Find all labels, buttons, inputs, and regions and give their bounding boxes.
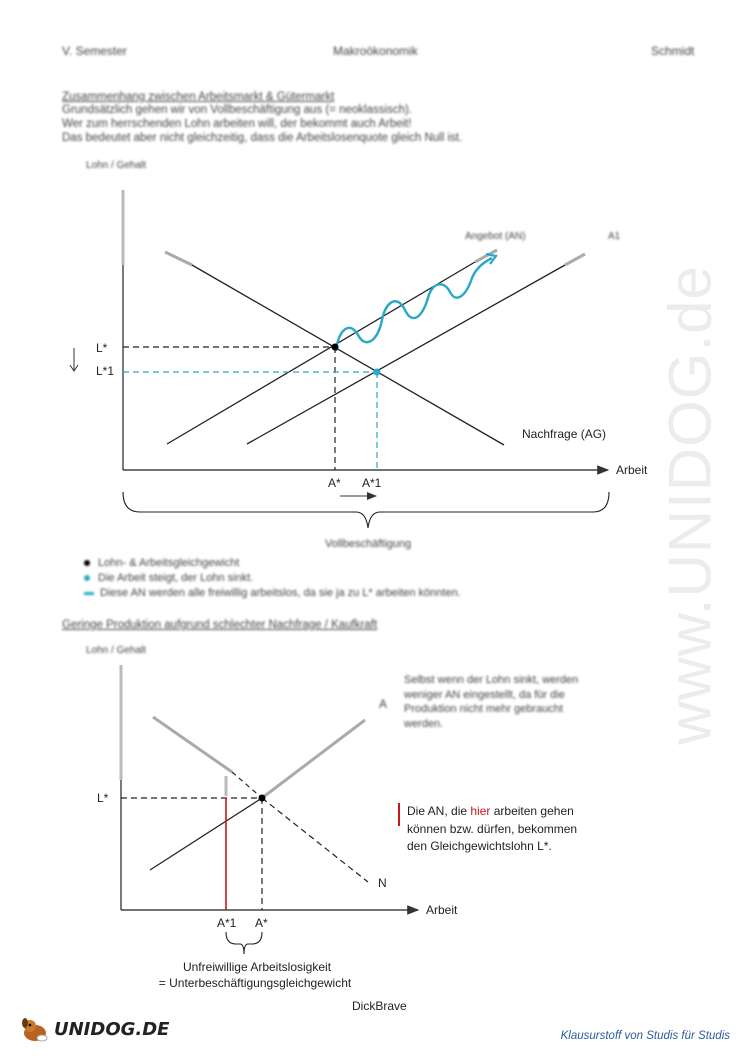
header-subject: Makroökonomik bbox=[333, 44, 418, 58]
dog-icon bbox=[20, 1015, 50, 1043]
graph1-equilibrium-point bbox=[332, 344, 339, 351]
footer-tagline: Klausurstoff von Studis für Studis bbox=[560, 1030, 730, 1042]
graph1-A-star: A* bbox=[328, 476, 341, 490]
graph1-supply-curve bbox=[167, 262, 475, 444]
graph1-ylabel: Lohn / Gehalt bbox=[86, 160, 147, 171]
graph1-demand-label: Nachfrage (AG) bbox=[522, 427, 607, 441]
graph1-demand-curve bbox=[192, 265, 504, 445]
header-author: Schmidt bbox=[651, 44, 695, 58]
graph1-L-star: L* bbox=[96, 341, 108, 355]
graph1-supply2-blur bbox=[565, 254, 585, 265]
graph2-red-note: Die AN, die hier arbeiten gehen können bzw. dürfen, bekommen den Gleichgewichtslohn L*. bbox=[407, 804, 578, 853]
graph1-xlabel: Arbeit bbox=[616, 463, 648, 477]
graph2-L-star: L* bbox=[97, 791, 109, 805]
graph1-brace bbox=[123, 492, 609, 528]
graph2-supply-blur bbox=[262, 720, 365, 798]
section2-title: Geringe Produktion aufgrund schlechter Nachfrage / Kaufkraft bbox=[62, 619, 378, 631]
author-name: DickBrave bbox=[352, 999, 407, 1013]
section1-line-3: Das bedeutet aber nicht gleichzeitig, dass die Arbeitslosenquote gleich Null ist. bbox=[62, 132, 463, 144]
graph2-demand-blur bbox=[153, 717, 232, 772]
graph1-wavy-arrow bbox=[336, 258, 492, 351]
legend-item-shift: Die Arbeit steigt, der Lohn sinkt. bbox=[84, 572, 253, 584]
graph2-xlabel: Arbeit bbox=[426, 903, 458, 917]
unidog-logo[interactable] bbox=[20, 1015, 169, 1043]
graph2-supply-curve bbox=[150, 798, 262, 870]
graph2-brace-line2: = Unterbeschäftigungsgleichgewicht bbox=[158, 976, 352, 990]
graph1-supply-label: Angebot (AN) bbox=[465, 231, 526, 242]
section1-line-1: Grundsätzlich gehen wir von Vollbeschäftigung aus (= neoklassisch). bbox=[62, 104, 412, 116]
graph1-demand-blur bbox=[165, 252, 192, 265]
legend-item-equilibrium: Lohn- & Arbeitsgleichgewicht bbox=[84, 557, 239, 569]
header-semester: V. Semester bbox=[62, 44, 127, 58]
legend-item-voluntary: Diese AN werden alle freiwillig arbeitslos, da sie ja zu L* arbeiten könnten. bbox=[84, 587, 461, 599]
logo-text: UNIDOG.DE bbox=[54, 1018, 170, 1040]
watermark: www.UNIDOG.de bbox=[656, 265, 724, 745]
graph2-demand-curve bbox=[232, 772, 262, 798]
graph2-note: Selbst wenn der Lohn sinkt, werden weniger AN eingestellt, da für die Produktion nicht mehr gebraucht werden. bbox=[404, 674, 579, 730]
graph1-supply2-label: A1 bbox=[608, 231, 621, 242]
section1-line-2: Wer zum herrschenden Lohn arbeiten will, der bekommt auch Arbeit! bbox=[62, 118, 412, 130]
graph2-A-star: A* bbox=[255, 916, 268, 930]
graph1-new-equilibrium-point bbox=[374, 369, 381, 376]
graph2-A-star1: A*1 bbox=[217, 916, 237, 930]
graph1-supply2-curve bbox=[247, 265, 565, 444]
graph1-L-star1: L*1 bbox=[96, 364, 115, 378]
section1-title: Zusammenhang zwischen Arbeitsmarkt & Gütermarkt bbox=[62, 91, 335, 103]
graph2-brace bbox=[226, 932, 262, 954]
graph2-demand-label: N bbox=[378, 876, 387, 890]
graph2-demand-dashed bbox=[262, 798, 368, 882]
graph1-A-star1: A*1 bbox=[362, 476, 382, 490]
graph2-equilibrium-point bbox=[259, 795, 266, 802]
graph2-brace-line1: Unfreiwillige Arbeitslosigkeit bbox=[182, 960, 332, 974]
graph2-supply-label: A bbox=[379, 697, 388, 711]
graph2-ylabel: Lohn / Gehalt bbox=[86, 645, 147, 656]
graph1-brace-label: Vollbeschäftigung bbox=[325, 538, 412, 550]
